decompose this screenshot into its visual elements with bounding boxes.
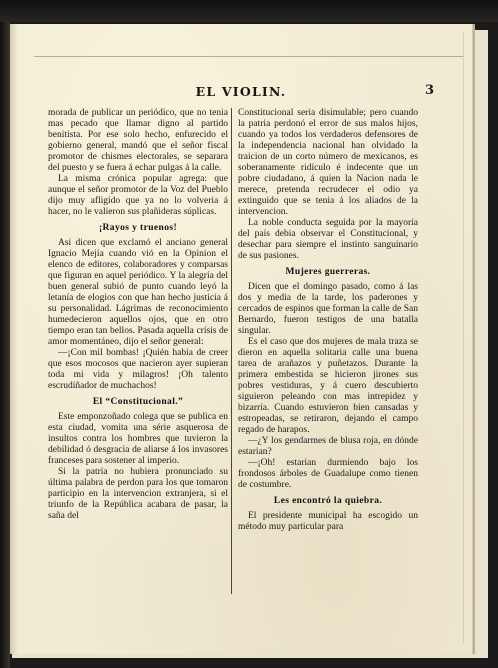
left-column <box>48 108 228 522</box>
right-paragraph: Dicen que el domingo pasado, como á las dos y media de la tarde, los paderones y cercados de espinos que forman la calle de San Bernardo, fueron testigos de una batalla singular. <box>238 282 418 336</box>
left-paragraph: Si la patria no hubiera pronunciado su última palabra de perdon para los que tomaron participio en la intervencion extranjera, si el triunfo de la República acabara de pasar, la saña del <box>48 467 228 521</box>
left-paragraph: —¡Con mil bombas! ¡Quién habia de creer que esos mocosos que nacieron ayer supieran toda mi vida y milagros! ¡Oh talento escrudiñador de muchachos! <box>48 348 228 391</box>
running-head-title: EL VIOLIN. <box>195 84 287 99</box>
left-paragraph: morada de publicar un periódico, que no tenia mas pecado que llamar digno al partido benitista. Por ese solo hecho, enfurecido el gobierno general, mandó que el señor fiscal promotor de chismes electorales, se separara del puesto y se fuera á echar pulgas á la calle. <box>48 108 228 173</box>
right-paragraph: —¡Oh! estarian durmiendo bajo los frondosos árboles de Guadalupe como tienen de costumbre. <box>238 458 418 490</box>
left-paragraph: Así dicen que exclamó el anciano general Ignacio Mejía cuando vió en la Opinion el elenco de editores, colaboradores y comparsas que figuran en aquel periódico. Y la alegría del buen general subió de punto cuando leyó la letanía de elogios con que han hecho justicia á su personalidad. Lágrimas de reconocimiento humedecieron aquellos ojos, que en otro tiempo eran tan bellos. Pasada aquella crísis de amor momentáneo, dijo el señor general: <box>48 238 228 347</box>
page-number: 3 <box>424 83 434 98</box>
section-heading: El “Constitucional.” <box>92 397 184 407</box>
section-heading: ¡Rayos y truenos! <box>98 223 178 233</box>
column-divider <box>231 108 232 594</box>
left-paragraph: La misma crónica popular agrega: que aunque el señor promotor de la Voz del Pueblo dijo muy afligido que ya no lo volveria á hacer, no le valieron sus plañideras súplicas. <box>48 174 228 217</box>
right-paragraph: Es el caso que dos mujeres de mala traza se dieron en aquella solitaria calle una buena tarea de arañazos y puñetazos. Durante la primera embestida se hicieron jirones sus pobres vestiduras, y á cuero descubierto siguieron peleando con mas intrepidez y bizarría. Cuando estuvieron bien cansadas y estropeadas, se retiraron, dejando el campo regado de harapos. <box>238 337 418 435</box>
top-rule <box>34 56 464 57</box>
right-paragraph: La noble conducta seguida por la mayoría del país debia observar el Constitucional, y desechar para siempre el instinto sanguinario de sus pasiones. <box>238 218 418 261</box>
newspaper-page <box>10 24 472 654</box>
right-column <box>238 108 418 533</box>
right-paragraph: El presidente municipal ha escogido un método muy particular para <box>238 511 418 532</box>
page-edge-rule <box>463 32 464 644</box>
section-heading: Mujeres guerreras. <box>285 267 371 277</box>
spine-shadow <box>10 24 18 654</box>
right-paragraph: Constitucional seria disimulable; pero cuando la patria perdonó el error de sus malos hijos, cuando ya todos los verdaderos defensores de la independencia nacional han olvidado la traicion de un corto número de mexicanos, es soberanamente ridículo é indecente que un pobre ciudadano, á quien la Nacion nada le merece, pretenda recrudecer el odio ya extinguido que se tenia á los aliados de la intervencion. <box>238 108 418 217</box>
scan-border-left <box>0 0 10 668</box>
right-paragraph: —¿Y los gendarmes de blusa roja, en dónde estarian? <box>238 436 418 457</box>
left-paragraph: Este emponzoñado colega que se publica en esta ciudad, vomita una série asquerosa de insultos contra los hombres que tuvieron la debilidad ó desgracia de aliarse á los invasores franceses para sostener al imperio. <box>48 412 228 466</box>
section-heading: Les encontró la quiebra. <box>273 496 383 506</box>
scan-border-top <box>0 0 498 22</box>
